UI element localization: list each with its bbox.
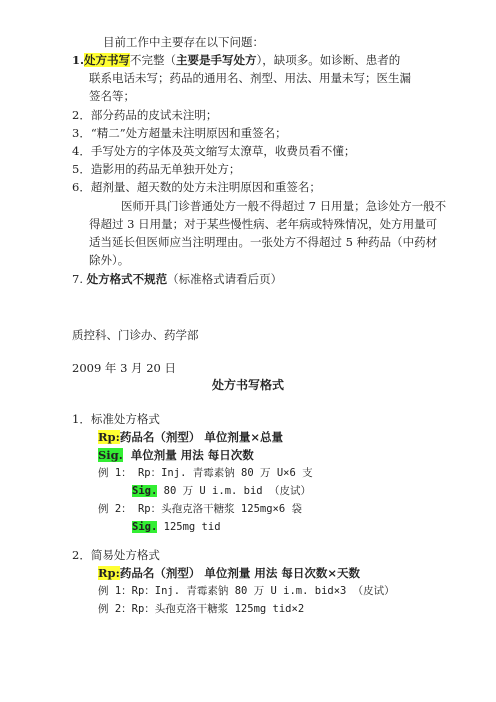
issue-1-line-2: 联系电话未写；药品的通用名、剂型、用法、用量未写；医生漏 [89, 71, 411, 85]
standard-rx-line [98, 429, 283, 445]
issue-1-text-c: ），缺项多。如诊断、患者的 [256, 53, 401, 67]
standard-example-1-sig-text: 80 万 U i.m. bid （皮试） [157, 485, 311, 497]
issue-1-text-a: 不完整（ [130, 53, 177, 67]
issue-1-highlight: 处方书写 [84, 53, 131, 67]
standard-example-1-sig [132, 483, 311, 499]
para-line-3: 适当延长但医师应当注明理由。一张处方不得超过 5 种药品（中药材 [89, 235, 438, 249]
standard-format-heading: 1．标准处方格式 [72, 412, 160, 426]
para-line-4: 除外）。 [89, 253, 130, 267]
date-line: 2009 年 3 月 20 日 [72, 361, 176, 375]
simple-format-heading: 2．简易处方格式 [72, 548, 160, 562]
issue-1-line-3: 签名等； [89, 89, 135, 103]
issue-7 [72, 271, 282, 287]
issue-1-line-1 [72, 52, 400, 68]
standard-example-1-rp: 例 1： Rp：Inj. 青霉素钠 80 万 U×6 支 [98, 467, 313, 479]
simple-example-2: 例 2：Rp：头孢克洛干糖浆 125mg tid×2 [98, 603, 305, 615]
standard-sig-text: 单位剂量 用法 每日次数 [130, 448, 254, 462]
intro-text: 目前工作中主要存在以下问题： [103, 35, 264, 49]
standard-example-1-sig-label: Sig. [132, 485, 158, 497]
issue-2: 2．部分药品的皮试未注明； [72, 108, 218, 122]
issue-4: 4．手写处方的字体及英文缩写太潦草，收费员看不懂； [72, 144, 356, 158]
standard-example-2-sig-label: Sig. [132, 521, 158, 533]
standard-example-2-rp: 例 2： Rp：头孢克洛干糖浆 125mg×6 袋 [98, 503, 303, 515]
simple-example-1: 例 1：Rp：Inj. 青霉素钠 80 万 U i.m. bid×3 （皮试） [98, 585, 395, 597]
standard-sig-label: Sig. [98, 448, 123, 462]
issue-3: 3．“精二”处方超量未注明原因和重签名； [72, 126, 287, 140]
simple-rx-text: 药品名（剂型） 单位剂量 用法 每日次数×天数 [119, 566, 360, 580]
standard-example-2-sig [132, 519, 221, 535]
standard-rx-label: Rp: [98, 430, 120, 444]
issue-1-bold: 主要是手写处方 [176, 53, 257, 67]
issue-7-number: 7. [72, 272, 83, 286]
department-line: 质控科、门诊办、药学部 [72, 328, 199, 342]
standard-sig-line [98, 447, 254, 463]
standard-rx-text: 药品名（剂型） 单位剂量×总量 [119, 430, 283, 444]
issue-7-rest: （标准格式请看后页） [167, 272, 283, 286]
para-line-2: 得超过 3 日用量；对于某些慢性病、老年病或特殊情况，处方用量可 [89, 217, 438, 231]
simple-rx-line [98, 565, 360, 581]
issue-6: 6．超剂量、超天数的处方未注明原因和重签名； [72, 180, 321, 194]
para-line-1: 医师开具门诊普通处方一般不得超过 7 日用量；急诊处方一般不 [121, 199, 447, 213]
page-title: 处方书写格式 [211, 378, 284, 392]
issue-1-number: 1. [72, 53, 85, 67]
issue-7-bold: 处方格式不规范 [86, 272, 168, 286]
simple-rx-label: Rp: [98, 566, 120, 580]
issue-5: 5．造影用的药品无单独开处方； [72, 162, 241, 176]
standard-example-2-sig-text: 125mg tid [157, 521, 221, 533]
